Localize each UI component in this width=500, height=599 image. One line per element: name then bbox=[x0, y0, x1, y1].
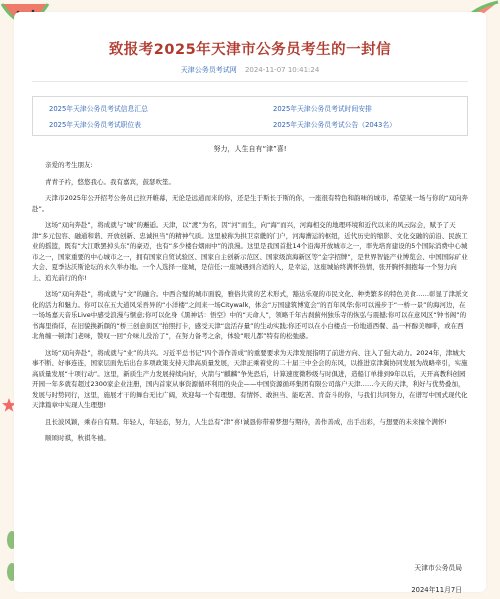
signature-org: 天津市公务员局 bbox=[414, 564, 462, 572]
related-link[interactable]: 2025年天津公务员考试公告（2043名） bbox=[273, 121, 396, 129]
article-meta bbox=[14, 65, 486, 75]
letter-body bbox=[32, 160, 468, 450]
related-link[interactable]: 2025年天津公务员考试信息汇总 bbox=[49, 105, 148, 113]
related-link[interactable]: 2025年天津公务员考试时间安排 bbox=[273, 105, 372, 113]
paragraph: 顺颂时祺，秋祺冬禧。 bbox=[45, 434, 110, 442]
slogan: 努力，人生自有“津”喜! bbox=[213, 145, 287, 153]
related-links-box bbox=[32, 96, 468, 136]
article-title: 致报考2025年天津市公务员考生的一封信 bbox=[108, 42, 392, 58]
paragraph: 这场“双向奔赴”，将成就与“文”的融合。中西合璧的城市面貌，雅俗共赏的艺术形式，豁达乐观的市民文化、种类繁多的特色美食……彰显了津派文化的活力和魅力。你可以在五大道风采吾异的“小洋楼”之间来一场Citywalk，体会“万国建筑博览会”的百年风华;你可以漫步于“一桥一景”的海河边，在一场场嘉天音乐Live中感受浪漫与惬意;你可以化身《黑神话：悟空》中的“天命人”，领略千年古刹蓟州独乐寺的恢弘与震撼;你可以在意风区“钟书阁”的书海里徜徉，在旧貌换新颜的“桥三创意街区”拍照打卡，感受天津“盘活存量”的生动实践;你还可以在小白楼点一份地道西餐、品一杯醇美咖啡，或在西北角缠一顿津门老味，赞叹一回“介味儿没治了”，在努力备考之余，体验“哏儿都”特有的松弛感。 bbox=[32, 290, 468, 340]
divider bbox=[32, 81, 468, 82]
article-card bbox=[14, 12, 486, 592]
paragraph: 青青子衿，悠悠我心。我有嘉宾，鼓瑟吹笙。 bbox=[45, 177, 175, 186]
related-link[interactable]: 2025年天津公务员考试职位表 bbox=[49, 121, 142, 129]
paragraph: 天津市2025年公开招考公务员已拉开帷幕，无论是远道而来的你，还是生于斯长于斯的你，一座很有特色和韵味的城市，希望某一场与你的“双向奔赴”。 bbox=[32, 194, 468, 213]
article-source-link[interactable]: 天津公务员考试网 bbox=[180, 66, 237, 74]
paragraph: 且长波风颖，乘春自有期。年轻人，年轻态，努力，人生总有“津”喜!诚恳你带着梦想与期待，善作善成，出手出彩，与想要的未来撞个满怀! bbox=[45, 417, 447, 426]
signature-date: 2024年11月7日 bbox=[411, 586, 462, 594]
article-datetime: 2024-11-07 10:41:24 bbox=[244, 66, 320, 74]
paragraph: 这场“双向奔赴”，将成就与“业”的共兴。习近平总书记“四个善作善成”的重要要求为天津发展指明了前进方向、注入了强大动力。2024年，津城大事不断、好事连连，国家层面先后出台多项政策支持天津高质量发展，天津正乘着党的二十届三中全会的东风，以推进京津冀协同发展为战略牵引，实施高质量发展“十项行动”。这里，新质生产力发展持续向好，火箭与“麒麟”争先恐后，计算速度微秒级与时俱进，造船订单排到9年以后，天开高教科创园开园一年多就有超过2300家企业注册，国内首家从事资源循环利用的央企——中国资源循环集团有限公司落户天津……今天的天津，利好与优势叠加，发展与时势同行，这里，施展才干的舞台无比广阔，欢迎每一个有理想、有情怀、敢担当、能吃苦、肯奋斗的你，与我们共同努力，在谱写中国式现代化天津篇章中实现人生理想! bbox=[32, 348, 468, 409]
paragraph: 这场“双向奔赴”，将成就与“城”的邂逅。天津，以“渡”为名，因“河”而生，向“海”而兴，河海相交的地理环境和近代以来的风云际会，赋予了天津“多元包容、融通和谐、开放创新、忠诚担当”的精神气质。这里被称为拱卫京畿的门户，河海漕运的枢纽，近代历史的缩影、文化交融的前沿、民族工业的摇篮，既有“大江歌罢掉头东”的豪迈，也有“多少楼台烟雨中”的浪漫。这里是我国首批14个沿海开放城市之一，率先培育建设的5个国际消费中心城市之一，国家重要的中心城市之一，拥有国家自贸试验区、国家自主创新示范区、国家级滨海新区等“金字招牌”，是世界智能产业博览会、中国国际矿业大会、夏季达沃斯论坛的永久举办地。一个人选择一座城，是信任;一座城遇到合适的人，是幸运，这座城始终满怀热情，张开胸怀拥抱每一个努力向上、追光前行的你! bbox=[32, 221, 468, 282]
salutation: 亲爱的考生朋友: bbox=[45, 161, 93, 169]
